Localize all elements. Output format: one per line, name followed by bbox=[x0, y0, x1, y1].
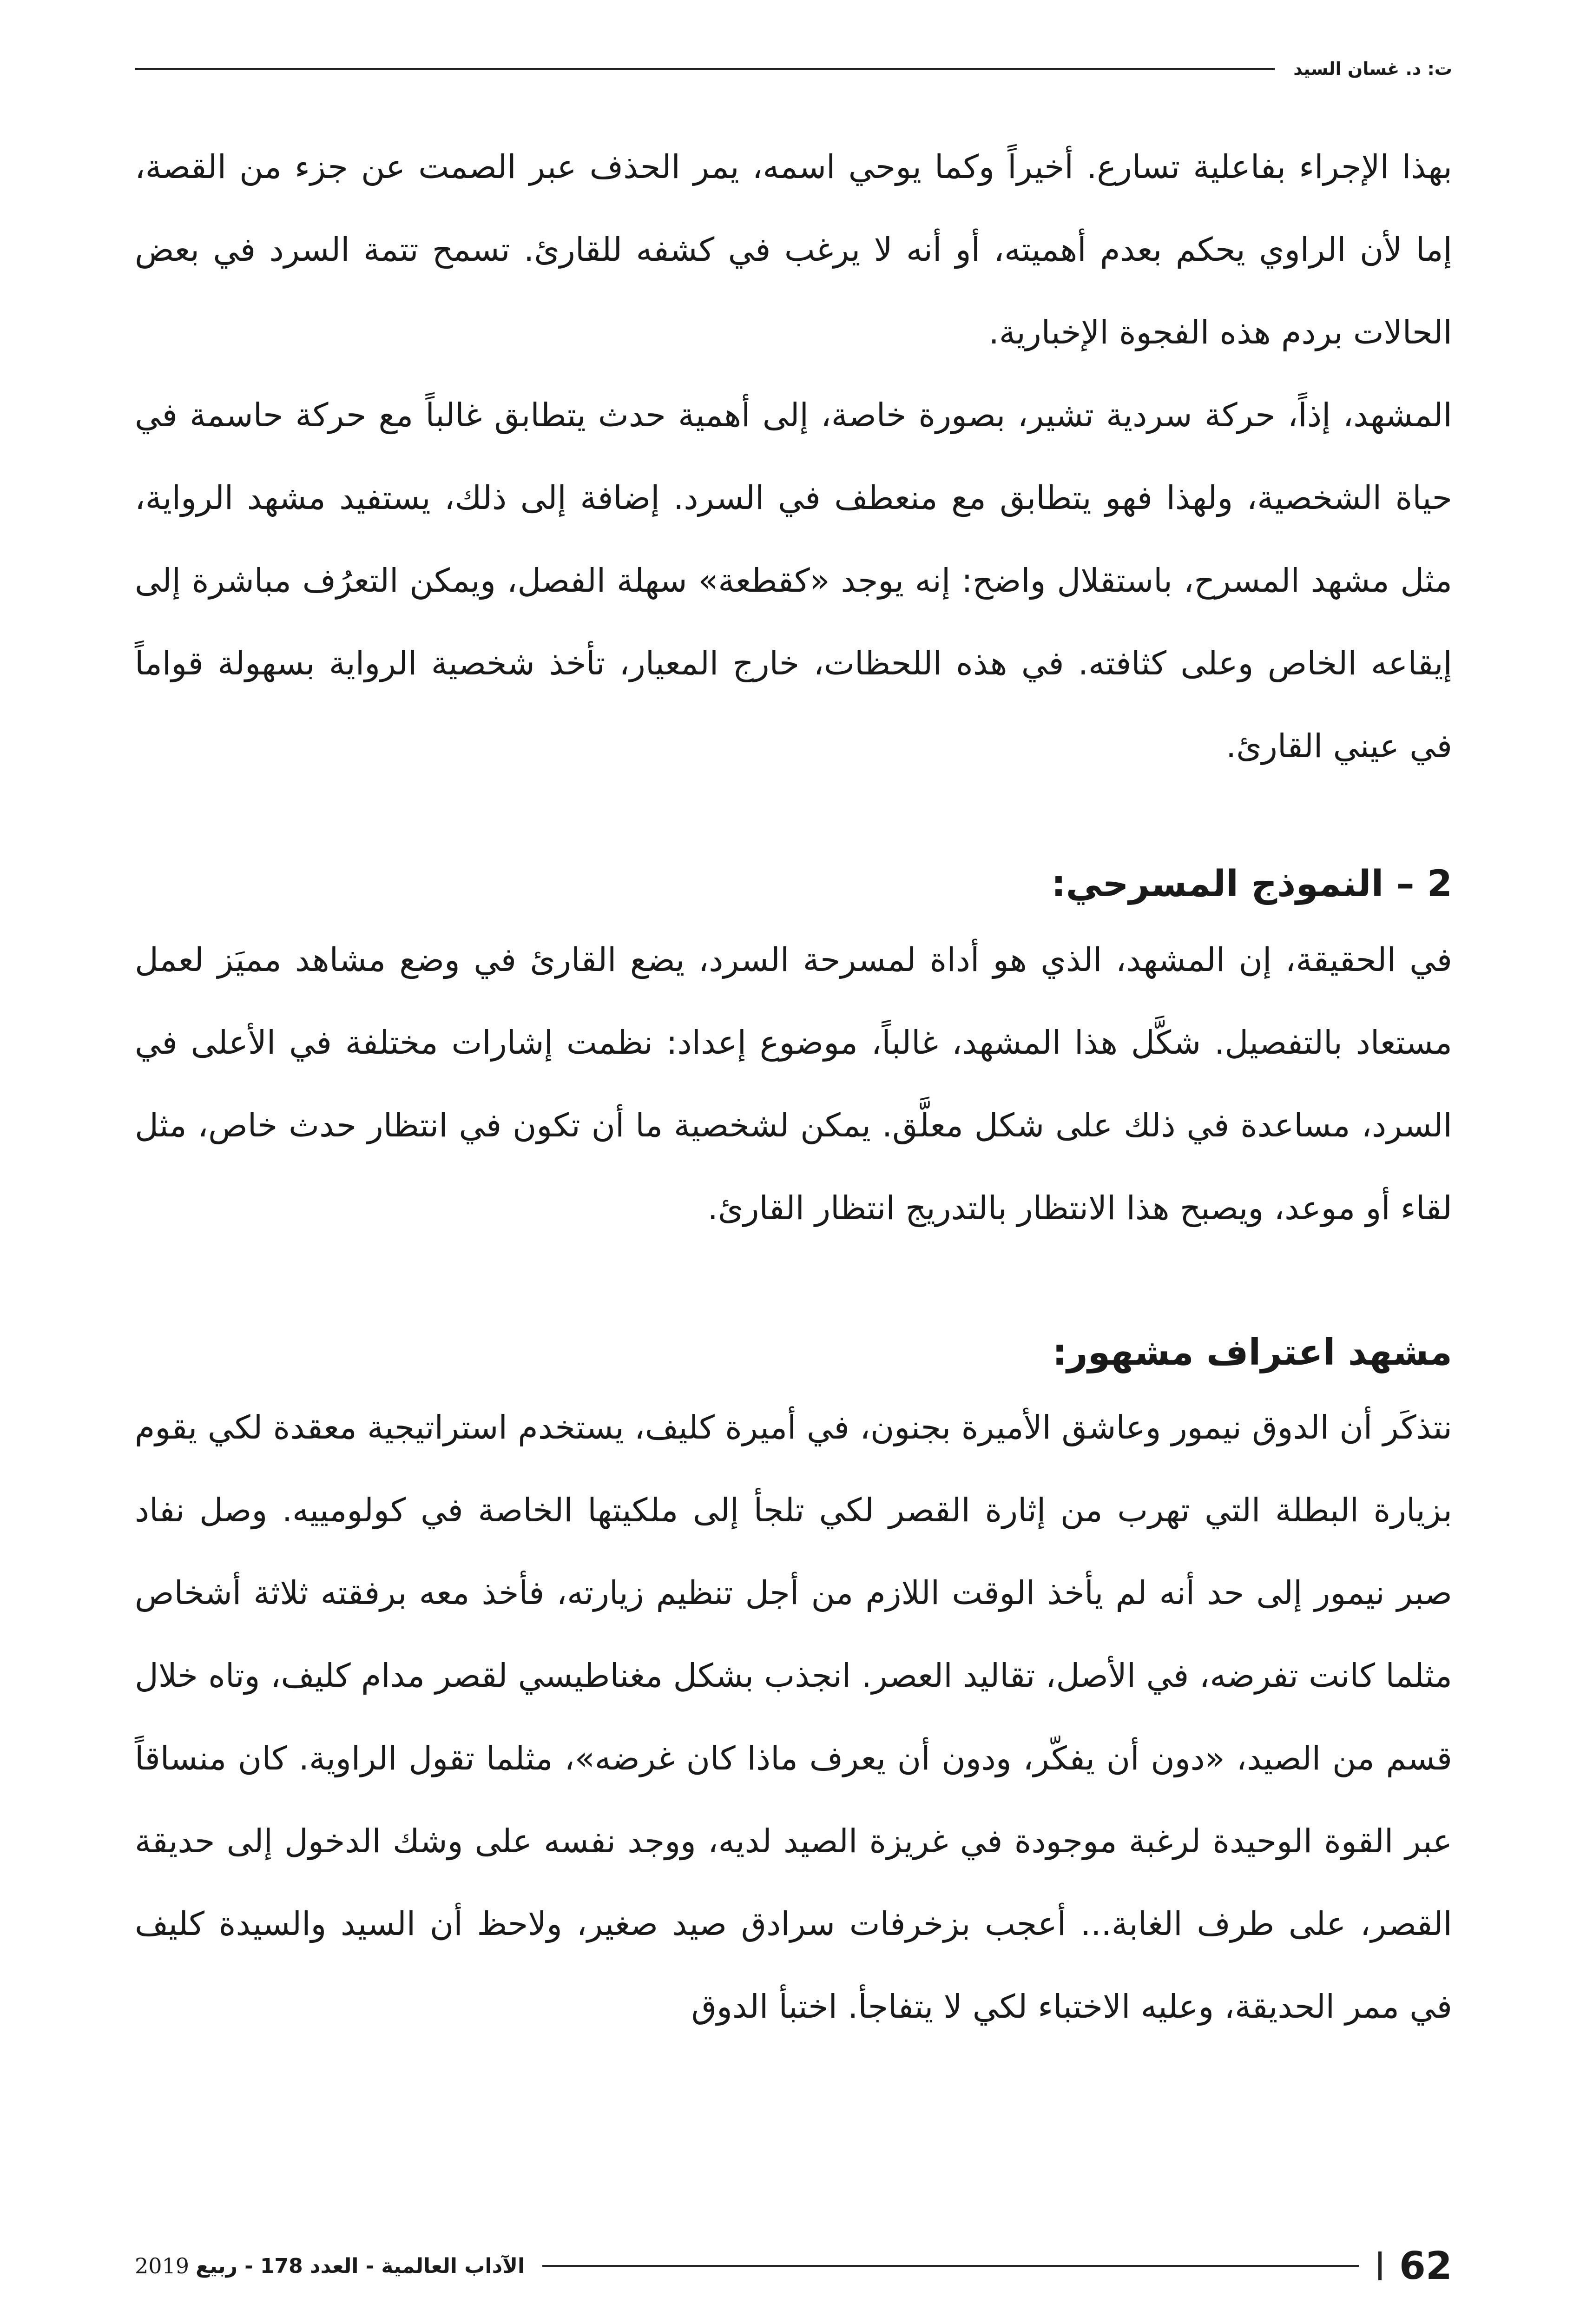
header-author: ت: د. غسان السيد bbox=[1293, 59, 1452, 79]
article-body bbox=[135, 125, 1452, 2048]
page-header bbox=[135, 55, 1452, 83]
paragraph: بهذا الإجراء بفاعلية تسارع. أخيراً وكما يوحي اسمه، يمر الحذف عبر الصمت عن جزء من القصة، إما لأن الراوي يحكم بعدم أهميته، أو أنه لا يرغب في كشفه للقارئ. تسمح تتمة السرد في بعض الحالات بردم هذه الفجوة الإخبارية. bbox=[135, 148, 1452, 351]
section-heading: مشهد اعتراف مشهور: bbox=[1052, 1332, 1452, 1373]
section-heading: 2 – النموذج المسرحي: bbox=[1051, 863, 1452, 905]
paragraph: في الحقيقة، إن المشهد، الذي هو أداة لمسرحة السرد، يضع القارئ في وضع مشاهد مميَز لعمل مستعاد بالتفصيل. شكَّل هذا المشهد، غالباً، موضوع إعداد: نظمت إشارات مختلفة في الأعلى في السرد، مساعدة في ذلك على شكل معلَّق. يمكن لشخصية ما أن تكون في انتظار حدث خاص، مثل لقاء أو موعد، ويصبح هذا الانتظار بالتدريج انتظار القارئ. bbox=[135, 941, 1452, 1227]
paragraph: نتذكَر أن الدوق نيمور وعاشق الأميرة بجنون، في أميرة كليف، يستخدم استراتيجية معقدة لكي يقوم بزيارة البطلة التي تهرب من إثارة القصر لكي تلجأ إلى ملكيتها الخاصة في كولومييه. وصل نفاد صبر نيمور إلى حد أنه لم يأخذ الوقت اللازم من أجل تنظيم زيارته، فأخذ معه برفقته ثلاثة أشخاص مثلما كانت تفرضه، في الأصل، تقاليد العصر. انجذب بشكل مغناطيسي لقصر مدام كليف، وتاه خلال قسم من الصيد، «دون أن يفكّر، ودون أن يعرف ماذا كان غرضه»، مثلما تقول الراوية. كان منساقاً عبر القوة الوحيدة لرغبة موجودة في غريزة الصيد لديه، ووجد نفسه على وشك الدخول إلى حديقة القصر، على طرف الغابة... أعجب بزخرفات سرادق صيد صغير، ولاحظ أن السيد والسيدة كليف في ممر الحديقة، وعليه الاختباء لكي لا يتفاجأ. اختبأ الدوق bbox=[135, 1408, 1452, 2026]
footer-rule bbox=[542, 2265, 1359, 2267]
page-footer bbox=[135, 2245, 1452, 2287]
paragraph: المشهد، إذاً، حركة سردية تشير، بصورة خاصة، إلى أهمية حدث يتطابق غالباً مع حركة حاسمة في حياة الشخصية، ولهذا فهو يتطابق مع منعطف في السرد. إضافة إلى ذلك، يستفيد مشهد الرواية، مثل مشهد المسرح، باستقلال واضح: إنه يوجد «كقطعة» سهلة الفصل، ويمكن التعرُف مباشرة إلى إيقاعه الخاص وعلى كثافته. في هذه اللحظات، خارج المعيار، تأخذ شخصية الرواية بسهولة قواماً في عيني القارئ. bbox=[135, 396, 1452, 765]
footer-separator bbox=[1378, 2251, 1382, 2280]
page-number: 62 bbox=[1399, 2244, 1452, 2288]
issue-year: 2019 bbox=[135, 2253, 190, 2278]
journal-issue: الآداب العالمية - العدد 178 - ربيع bbox=[196, 2254, 525, 2278]
header-rule bbox=[135, 68, 1275, 70]
